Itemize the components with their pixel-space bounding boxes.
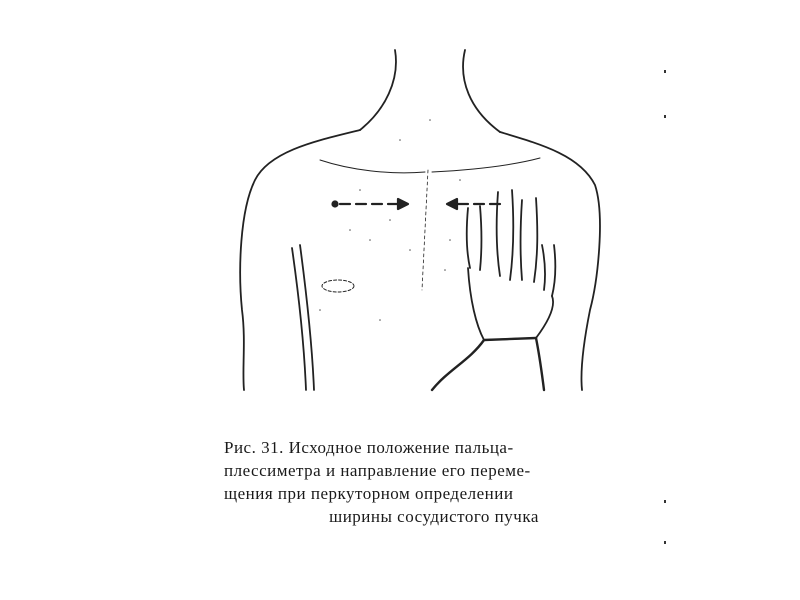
caption-line-3: щения при перкуторном определении	[224, 484, 514, 503]
caption-line-1: Рис. 31. Исходное положение пальца-	[224, 438, 514, 457]
neck-left-outline	[360, 50, 396, 130]
scan-mark	[664, 541, 666, 544]
shading-dots	[319, 119, 461, 321]
caption-line-2: плессиметра и направление его переме-	[224, 461, 531, 480]
chest-percussion-illustration	[200, 40, 620, 400]
finger-3	[521, 200, 523, 280]
scan-mark	[664, 70, 666, 73]
scan-mark	[664, 115, 666, 118]
neck-right-outline	[463, 50, 500, 132]
figure-caption	[224, 436, 644, 528]
finger-1	[467, 208, 470, 268]
left-direction-arrow	[333, 199, 409, 209]
finger-4	[542, 245, 545, 290]
torso-left-outline	[240, 130, 360, 390]
sleeve	[432, 340, 484, 390]
right-direction-arrow	[447, 199, 500, 209]
scan-mark	[664, 500, 666, 503]
torso-right-outline	[500, 132, 600, 390]
caption-line-4: ширины сосудистого пучка	[329, 507, 539, 526]
